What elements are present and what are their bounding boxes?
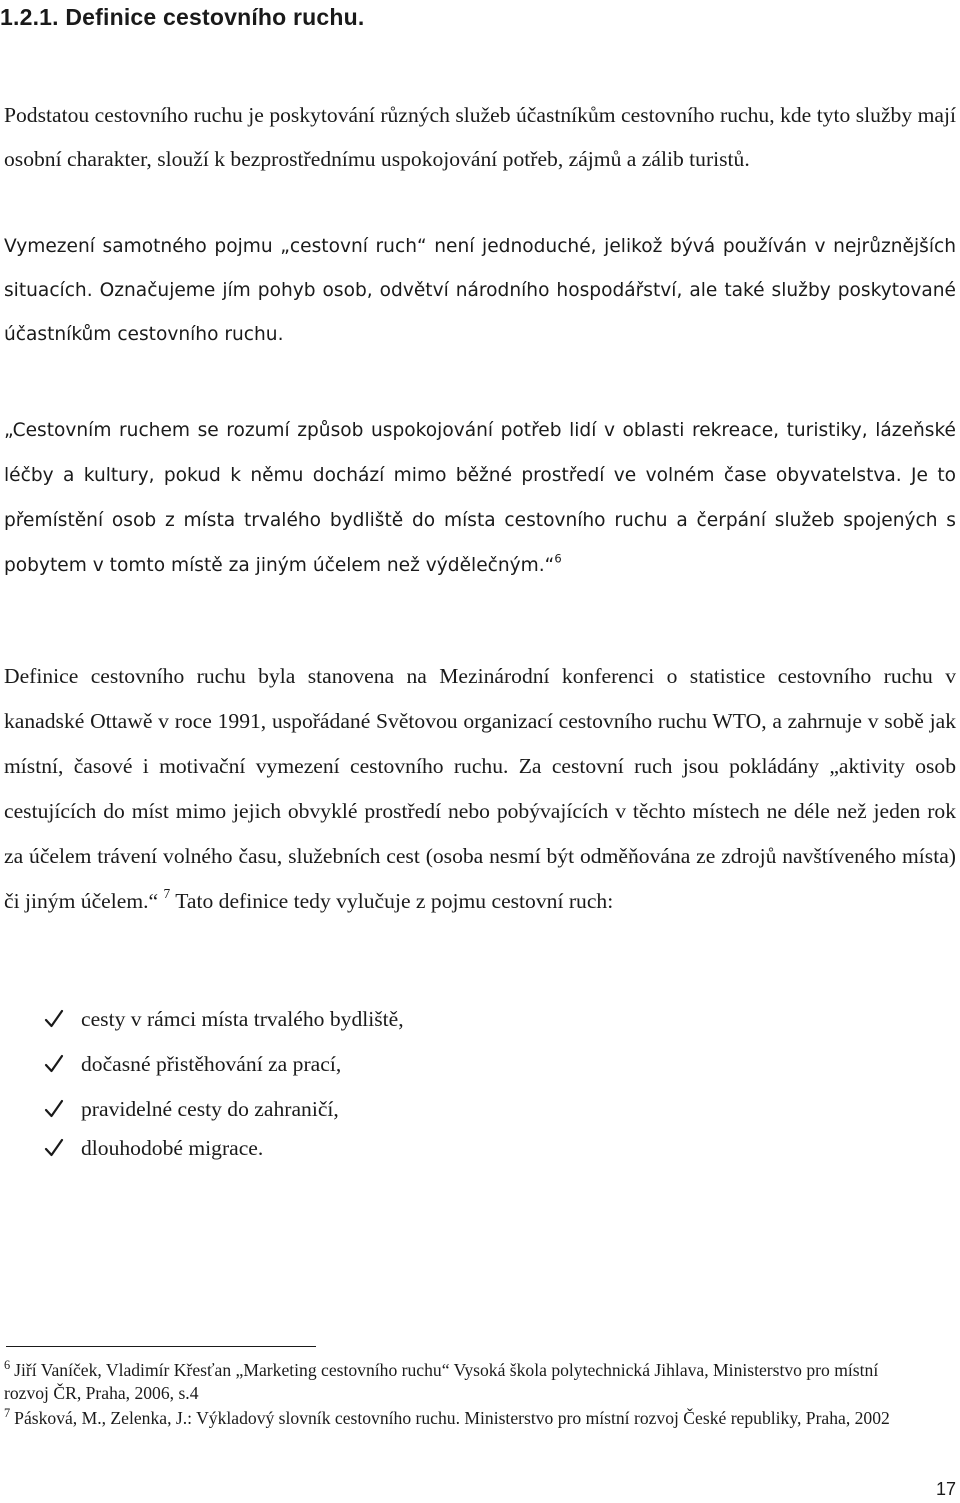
checkmark-icon xyxy=(44,1054,64,1074)
section-heading: 1.2.1. Definice cestovního ruchu. xyxy=(0,4,365,30)
list-item-label: dočasné přistěhování za prací, xyxy=(81,1051,342,1076)
footnote-6 xyxy=(4,1359,904,1405)
page-number: 17 xyxy=(935,1479,956,1499)
list-item xyxy=(44,1086,404,1131)
footnote-separator xyxy=(6,1346,316,1347)
quote-text: „Cestovním ruchem se rozumí způsob uspokojování potřeb lidí v oblasti rekreace, turistiky, lázeňské léčby a kultury, pokud k němu dochází mimo běžné prostředí ve volném čase obyvatelstva. Je to přemístění osob z místa trvalého bydliště do místa cestovního ruchu a čerpání služeb spojených s pobytem v tomto místě za jiným účelem než výdělečným.“ xyxy=(4,420,956,576)
paragraph-scope: Vymezení samotného pojmu „cestovní ruch“ není jednoduché, jelikož bývá používán v nejrůznějších situacích. Označujeme jím pohyb osob, odvětví národního hospodářství, ale také služby poskytované účastníkům cestovního ruchu. xyxy=(4,236,956,345)
list-item-label: cesty v rámci místa trvalého bydliště, xyxy=(81,1006,404,1031)
checkmark-icon xyxy=(44,1099,64,1119)
checkmark-icon xyxy=(44,1009,64,1029)
list-item-label: dlouhodobé migrace. xyxy=(81,1136,264,1160)
exclusion-list xyxy=(44,996,404,1165)
list-item-label: pravidelné cesty do zahraničí, xyxy=(81,1096,339,1121)
footnote-ref-6: 6 xyxy=(554,551,562,566)
footnote-ref-7: 7 xyxy=(163,885,171,901)
footnote-number: 7 xyxy=(4,1405,11,1420)
definition-text: Definice cestovního ruchu byla stanovena na Mezinárodní konferenci o statistice cestovního ruchu v kanadské Ottawě v roce 1991, uspořádané Světovou organizací cestovního ruchu WTO, a zahrnuje v sobě jak místní, časové i motivační vymezení cestovního ruchu. Za cestovní ruch jsou pokládány „aktivity osob cestujících do míst mimo jejich obvyklé prostředí nebo pobývajících v těchto místech ne déle než jeden rok za účelem trávení volného času, služebních cest (osoba nesmí být odměňována ze zdrojů navštíveného místa) či jiným účelem.“ xyxy=(4,664,956,913)
checkmark-icon xyxy=(44,1138,64,1158)
footnote-text: Jiří Vaníček, Vladimír Křesťan „Marketing cestovního ruchu“ Vysoká škola polytechnická Jihlava, Ministerstvo pro místní rozvoj ČR, Praha, 2006, s.4 xyxy=(4,1360,879,1403)
footnote-number: 6 xyxy=(4,1357,11,1372)
footnote-text: Pásková, M., Zelenka, J.: Výkladový slovník cestovního ruchu. Ministerstvo pro místní rozvoj České republiky, Praha, 2002 xyxy=(14,1408,890,1428)
definition-after-text: Tato definice tedy vylučuje z pojmu cestovní ruch: xyxy=(170,889,614,913)
paragraph-intro: Podstatou cestovního ruchu je poskytování různých služeb účastníkům cestovního ruchu, kde tyto služby mají osobní charakter, slouží k bezprostřednímu uspokojování potřeb, zájmů a zálib turistů. xyxy=(4,103,956,171)
footnote-7 xyxy=(4,1407,904,1430)
paragraph-quote xyxy=(4,408,956,588)
list-item xyxy=(44,996,404,1041)
list-item xyxy=(44,1131,404,1165)
list-item xyxy=(44,1041,404,1086)
footnotes xyxy=(4,1359,904,1432)
paragraph-definition xyxy=(4,654,956,924)
